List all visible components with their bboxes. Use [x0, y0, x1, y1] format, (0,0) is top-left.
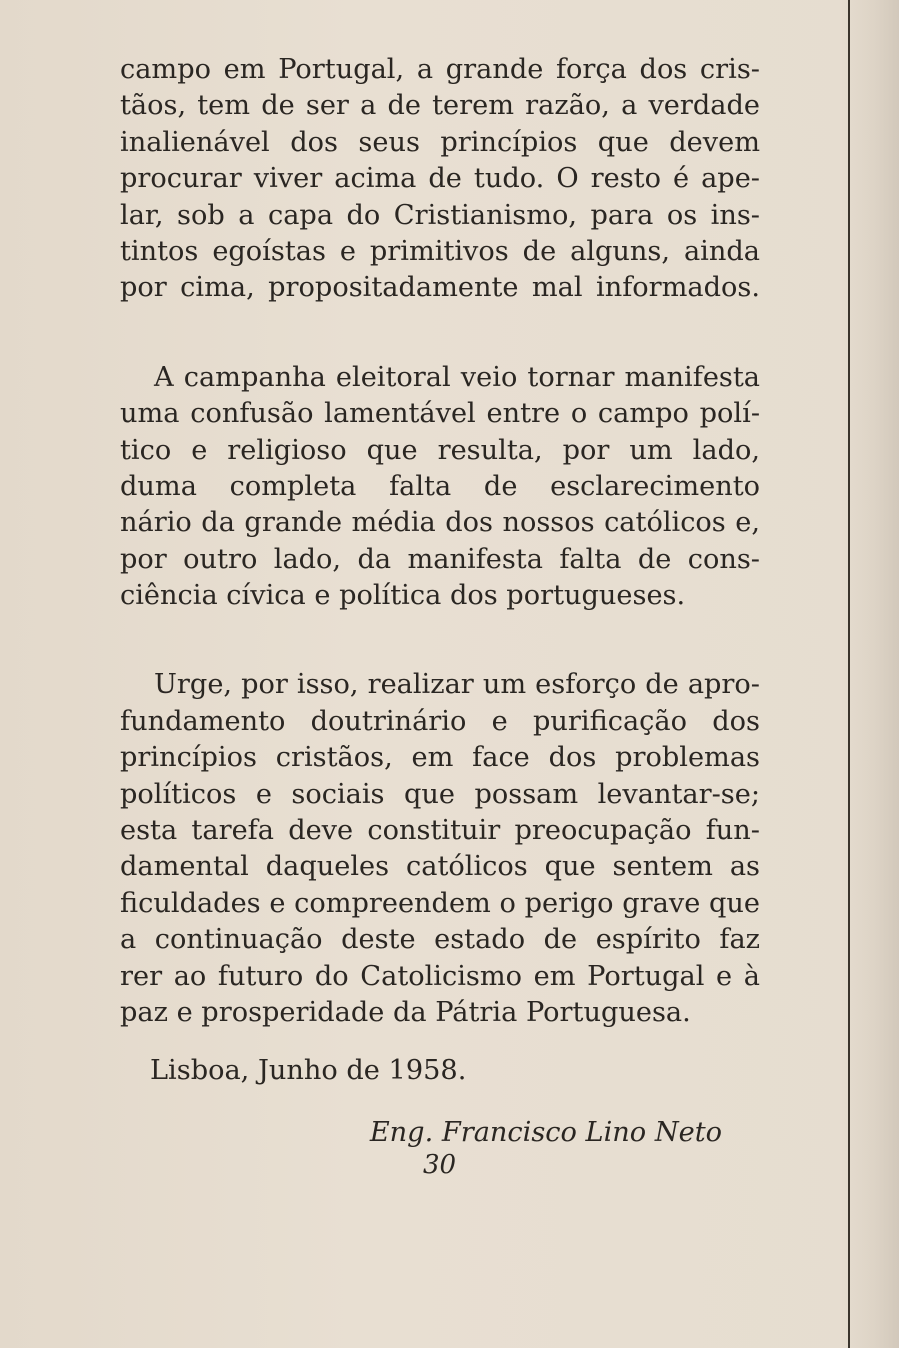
text-line: ficuldades e compreendem o perigo grave que	[120, 887, 760, 919]
text-line: políticos e sociais que possam levantar-se;	[120, 778, 760, 810]
text-line: paz e prosperidade da Pátria Portuguesa.	[120, 996, 691, 1028]
text-line: procurar viver acima de tudo. O resto é ape-	[120, 163, 760, 195]
author-signature: Eng. Francisco Lino Neto	[369, 1117, 722, 1149]
page-edge-line	[848, 0, 850, 1348]
text-line: ciência cívica e política dos portugueses.	[120, 580, 686, 612]
text-line: esta tarefa deve constituir preocupação fun-	[120, 815, 760, 847]
text-line: Urge, por isso, realizar um esforço de apro-	[154, 669, 760, 701]
text-line: fundamento doutrinário e purificação dos	[120, 705, 760, 737]
body-text	[120, 52, 760, 1151]
text-line: por outro lado, da manifesta falta de cons-	[120, 543, 760, 575]
text-line: tico e religioso que resulta, por um lado,	[120, 434, 760, 466]
text-line: damental daqueles católicos que sentem as	[120, 851, 760, 883]
paragraph-1	[120, 52, 760, 307]
dateline: Lisboa, Junho de 1958.	[150, 1055, 467, 1087]
text-line: uma confusão lamentável entre o campo polí-	[120, 398, 760, 430]
paragraph-2	[120, 360, 760, 615]
text-line: inalienável dos seus princípios que devem	[120, 126, 760, 158]
text-line: lar, sob a capa do Cristianismo, para os ins-	[120, 199, 760, 231]
text-line: tintos egoístas e primitivos de alguns, ainda	[120, 235, 760, 267]
text-line: princípios cristãos, em face dos problemas	[120, 742, 760, 774]
page-number: 30	[422, 1150, 457, 1180]
text-line: a continuação deste estado de espírito faz	[120, 924, 760, 956]
text-line: duma completa falta de esclarecimento	[120, 470, 760, 502]
text-line: por cima, propositadamente mal informados.	[120, 272, 760, 304]
paragraph-3	[120, 667, 760, 1031]
text-line: campo em Portugal, a grande força dos cris-	[120, 54, 760, 85]
text-line: A campanha eleitoral veio tornar manifesta	[154, 361, 760, 393]
text-line: rer ao futuro do Catolicismo em Portugal e à	[120, 960, 760, 992]
text-line: nário da grande média dos nossos católicos e,	[120, 507, 760, 539]
text-line: tãos, tem de ser a de terem razão, a verdade	[120, 90, 760, 122]
